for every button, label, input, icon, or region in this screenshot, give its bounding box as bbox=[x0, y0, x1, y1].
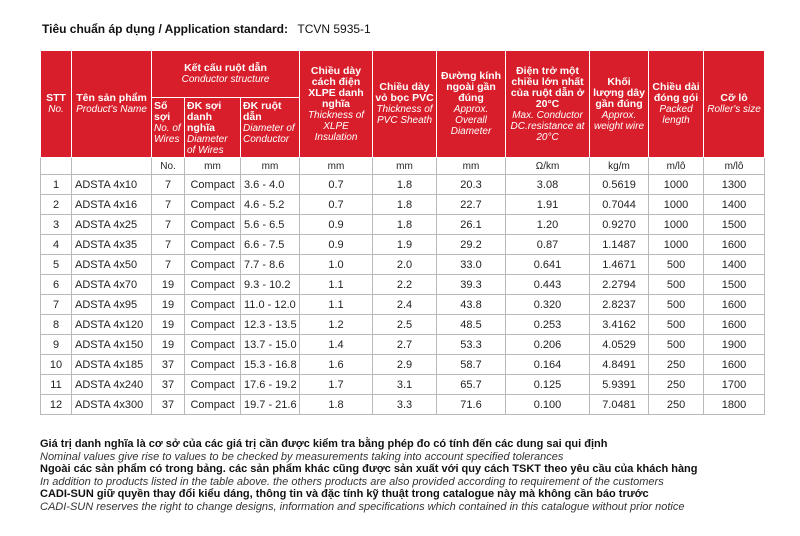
cell-conductor-diameter: 12.3 - 13.5 bbox=[241, 315, 300, 335]
cell-overall-diameter: 39.3 bbox=[437, 275, 506, 295]
unit-cell: No. bbox=[152, 158, 185, 175]
cell-overall-diameter: 26.1 bbox=[437, 215, 506, 235]
table-row bbox=[41, 275, 765, 295]
cell-xlpe: 1.6 bbox=[300, 355, 373, 375]
cell-wire-diameter: Compact bbox=[185, 215, 241, 235]
cell-pvc: 2.7 bbox=[373, 335, 437, 355]
cell-weight: 1.1487 bbox=[590, 235, 649, 255]
cell-pvc: 1.9 bbox=[373, 235, 437, 255]
header-conductor-diameter: ĐK ruột dẫn Diameter of Conductor bbox=[241, 98, 300, 158]
footnote-line: Giá trị danh nghĩa là cơ sở của các giá trị cần được kiểm tra bằng phép đo có tính đến các dung sai qui định bbox=[40, 438, 608, 450]
cell-xlpe: 1.1 bbox=[300, 295, 373, 315]
specification-table bbox=[40, 50, 765, 415]
cell-xlpe: 1.4 bbox=[300, 335, 373, 355]
cell-conductor-diameter: 15.3 - 16.8 bbox=[241, 355, 300, 375]
header-wire-diameter: ĐK sợi danh nghĩa Diameter of Wires bbox=[185, 98, 241, 158]
cell-conductor-diameter: 19.7 - 21.6 bbox=[241, 395, 300, 415]
cell-roller-size: 1600 bbox=[704, 235, 765, 255]
unit-cell: kg/m bbox=[590, 158, 649, 175]
cell-resistance: 0.641 bbox=[506, 255, 590, 275]
cell-roller-size: 1700 bbox=[704, 375, 765, 395]
cell-product-name: ADSTA 4x10 bbox=[72, 175, 152, 195]
cell-xlpe: 1.1 bbox=[300, 275, 373, 295]
cell-conductor-diameter: 4.6 - 5.2 bbox=[241, 195, 300, 215]
cell-stt: 3 bbox=[41, 215, 72, 235]
cell-conductor-diameter: 5.6 - 6.5 bbox=[241, 215, 300, 235]
cell-weight: 2.8237 bbox=[590, 295, 649, 315]
cell-xlpe: 0.7 bbox=[300, 175, 373, 195]
cell-wires: 7 bbox=[152, 215, 185, 235]
cell-wire-diameter: Compact bbox=[185, 315, 241, 335]
cell-weight: 7.0481 bbox=[590, 395, 649, 415]
cell-wire-diameter: Compact bbox=[185, 195, 241, 215]
unit-cell: m/lô bbox=[704, 158, 765, 175]
unit-cell: mm bbox=[373, 158, 437, 175]
cell-wires: 7 bbox=[152, 195, 185, 215]
cell-weight: 5.9391 bbox=[590, 375, 649, 395]
cell-pvc: 3.1 bbox=[373, 375, 437, 395]
cell-wire-diameter: Compact bbox=[185, 295, 241, 315]
cell-resistance: 3.08 bbox=[506, 175, 590, 195]
header-xlpe-thickness: Chiều dày cách điện XLPE danh nghĩa Thickness of XLPE Insulation bbox=[300, 51, 373, 158]
table-row bbox=[41, 235, 765, 255]
cell-weight: 3.4162 bbox=[590, 315, 649, 335]
cell-overall-diameter: 48.5 bbox=[437, 315, 506, 335]
header-conductor-structure: Kết cấu ruột dẫn Conductor structure bbox=[152, 51, 300, 98]
cell-resistance: 0.125 bbox=[506, 375, 590, 395]
cell-resistance: 1.91 bbox=[506, 195, 590, 215]
cell-packed-length: 1000 bbox=[649, 195, 704, 215]
cell-packed-length: 500 bbox=[649, 255, 704, 275]
header-number-of-wires: Số sợi No. of Wires bbox=[152, 98, 185, 158]
table-row bbox=[41, 255, 765, 275]
cell-packed-length: 250 bbox=[649, 355, 704, 375]
header-product-name: Tên sản phẩm Product's Name bbox=[72, 51, 152, 158]
cell-product-name: ADSTA 4x25 bbox=[72, 215, 152, 235]
unit-cell bbox=[72, 158, 152, 175]
cell-pvc: 2.4 bbox=[373, 295, 437, 315]
cell-product-name: ADSTA 4x16 bbox=[72, 195, 152, 215]
cell-stt: 5 bbox=[41, 255, 72, 275]
header-dc-resistance: Điện trở một chiều lớn nhất của ruột dẫn ở 20°C Max. Conductor DC.resistance at 20°C bbox=[506, 51, 590, 158]
cell-pvc: 2.5 bbox=[373, 315, 437, 335]
cell-wire-diameter: Compact bbox=[185, 395, 241, 415]
cell-weight: 0.7044 bbox=[590, 195, 649, 215]
cell-product-name: ADSTA 4x35 bbox=[72, 235, 152, 255]
cell-wire-diameter: Compact bbox=[185, 275, 241, 295]
cell-conductor-diameter: 11.0 - 12.0 bbox=[241, 295, 300, 315]
cell-pvc: 2.2 bbox=[373, 275, 437, 295]
cell-weight: 4.8491 bbox=[590, 355, 649, 375]
cell-packed-length: 1000 bbox=[649, 235, 704, 255]
cell-pvc: 2.0 bbox=[373, 255, 437, 275]
cell-wire-diameter: Compact bbox=[185, 175, 241, 195]
cell-wires: 19 bbox=[152, 315, 185, 335]
cell-resistance: 0.443 bbox=[506, 275, 590, 295]
cell-resistance: 0.253 bbox=[506, 315, 590, 335]
standard-label: Tiêu chuẩn áp dụng / Application standard: bbox=[42, 22, 289, 36]
cell-product-name: ADSTA 4x50 bbox=[72, 255, 152, 275]
table-row bbox=[41, 195, 765, 215]
cell-conductor-diameter: 13.7 - 15.0 bbox=[241, 335, 300, 355]
cell-overall-diameter: 71.6 bbox=[437, 395, 506, 415]
cell-product-name: ADSTA 4x95 bbox=[72, 295, 152, 315]
cell-weight: 4.0529 bbox=[590, 335, 649, 355]
unit-cell: mm bbox=[241, 158, 300, 175]
cell-roller-size: 1400 bbox=[704, 195, 765, 215]
unit-cell bbox=[41, 158, 72, 175]
application-standard bbox=[42, 22, 371, 36]
table-row bbox=[41, 315, 765, 335]
cell-conductor-diameter: 17.6 - 19.2 bbox=[241, 375, 300, 395]
cell-product-name: ADSTA 4x185 bbox=[72, 355, 152, 375]
cell-product-name: ADSTA 4x70 bbox=[72, 275, 152, 295]
table-row bbox=[41, 355, 765, 375]
cell-weight: 0.5619 bbox=[590, 175, 649, 195]
cell-wires: 19 bbox=[152, 275, 185, 295]
cell-wire-diameter: Compact bbox=[185, 235, 241, 255]
cell-stt: 9 bbox=[41, 335, 72, 355]
cell-stt: 1 bbox=[41, 175, 72, 195]
cell-overall-diameter: 58.7 bbox=[437, 355, 506, 375]
cell-roller-size: 1400 bbox=[704, 255, 765, 275]
cell-xlpe: 1.0 bbox=[300, 255, 373, 275]
header-pvc-thickness: Chiều dày vỏ bọc PVC Thickness of PVC Sheath bbox=[373, 51, 437, 158]
cell-stt: 10 bbox=[41, 355, 72, 375]
cell-wires: 19 bbox=[152, 295, 185, 315]
cell-roller-size: 1800 bbox=[704, 395, 765, 415]
header-stt: STT No. bbox=[41, 51, 72, 158]
cell-resistance: 0.206 bbox=[506, 335, 590, 355]
cell-wire-diameter: Compact bbox=[185, 335, 241, 355]
cell-resistance: 1.20 bbox=[506, 215, 590, 235]
cell-roller-size: 1300 bbox=[704, 175, 765, 195]
cell-overall-diameter: 22.7 bbox=[437, 195, 506, 215]
cell-roller-size: 1600 bbox=[704, 295, 765, 315]
footnote-line: Nominal values give rise to values to be checked by measurements taking into account specified tolerances bbox=[40, 450, 564, 463]
cell-wire-diameter: Compact bbox=[185, 375, 241, 395]
unit-cell: m/lô bbox=[649, 158, 704, 175]
cell-overall-diameter: 65.7 bbox=[437, 375, 506, 395]
cell-wires: 37 bbox=[152, 395, 185, 415]
cell-conductor-diameter: 3.6 - 4.0 bbox=[241, 175, 300, 195]
table-row bbox=[41, 175, 765, 195]
table-row bbox=[41, 335, 765, 355]
cell-stt: 7 bbox=[41, 295, 72, 315]
cell-wires: 7 bbox=[152, 255, 185, 275]
cell-conductor-diameter: 6.6 - 7.5 bbox=[241, 235, 300, 255]
cell-conductor-diameter: 7.7 - 8.6 bbox=[241, 255, 300, 275]
cell-xlpe: 1.7 bbox=[300, 375, 373, 395]
table-row bbox=[41, 215, 765, 235]
footnote-line: CADI-SUN giữ quyền thay đổi kiểu dáng, thông tin và đặc tính kỹ thuật trong catalogue này mà không cần báo trước bbox=[40, 488, 649, 501]
table-row bbox=[41, 295, 765, 315]
cell-pvc: 1.8 bbox=[373, 215, 437, 235]
unit-cell: mm bbox=[300, 158, 373, 175]
cell-weight: 0.9270 bbox=[590, 215, 649, 235]
cell-product-name: ADSTA 4x150 bbox=[72, 335, 152, 355]
cell-stt: 11 bbox=[41, 375, 72, 395]
footnote-line: Ngoài các sản phẩm có trong bảng. các sản phẩm khác cũng được sản xuất với quy cách TSKT theo yêu cầu của khách hàng bbox=[40, 463, 698, 476]
cell-xlpe: 0.9 bbox=[300, 215, 373, 235]
cell-overall-diameter: 53.3 bbox=[437, 335, 506, 355]
cell-stt: 12 bbox=[41, 395, 72, 415]
cell-packed-length: 500 bbox=[649, 335, 704, 355]
cell-product-name: ADSTA 4x120 bbox=[72, 315, 152, 335]
cell-stt: 8 bbox=[41, 315, 72, 335]
header-weight: Khối lượng dây gần đúng Approx. weight wire bbox=[590, 51, 649, 158]
cell-overall-diameter: 20.3 bbox=[437, 175, 506, 195]
footnotes bbox=[40, 438, 770, 514]
cell-roller-size: 1600 bbox=[704, 355, 765, 375]
cell-wires: 19 bbox=[152, 335, 185, 355]
cell-conductor-diameter: 9.3 - 10.2 bbox=[241, 275, 300, 295]
table-row bbox=[41, 395, 765, 415]
cell-roller-size: 1600 bbox=[704, 315, 765, 335]
cell-packed-length: 500 bbox=[649, 315, 704, 335]
cell-xlpe: 0.7 bbox=[300, 195, 373, 215]
cell-wire-diameter: Compact bbox=[185, 355, 241, 375]
table-body bbox=[41, 175, 765, 415]
cell-wire-diameter: Compact bbox=[185, 255, 241, 275]
cell-overall-diameter: 29.2 bbox=[437, 235, 506, 255]
cell-overall-diameter: 43.8 bbox=[437, 295, 506, 315]
cell-resistance: 0.320 bbox=[506, 295, 590, 315]
cell-overall-diameter: 33.0 bbox=[437, 255, 506, 275]
cell-packed-length: 500 bbox=[649, 295, 704, 315]
unit-cell: Ω/km bbox=[506, 158, 590, 175]
cell-packed-length: 1000 bbox=[649, 175, 704, 195]
cell-pvc: 1.8 bbox=[373, 175, 437, 195]
header-packed-length: Chiều dài đóng gói Packed length bbox=[649, 51, 704, 158]
cell-weight: 2.2794 bbox=[590, 275, 649, 295]
cell-product-name: ADSTA 4x240 bbox=[72, 375, 152, 395]
cell-roller-size: 1900 bbox=[704, 335, 765, 355]
cell-xlpe: 0.9 bbox=[300, 235, 373, 255]
cell-xlpe: 1.8 bbox=[300, 395, 373, 415]
cell-wires: 37 bbox=[152, 355, 185, 375]
cell-packed-length: 250 bbox=[649, 395, 704, 415]
cell-packed-length: 250 bbox=[649, 375, 704, 395]
header-overall-diameter: Đường kính ngoài gần đúng Approx. Overall Diameter bbox=[437, 51, 506, 158]
standard-value: TCVN 5935-1 bbox=[297, 22, 371, 36]
cell-packed-length: 500 bbox=[649, 275, 704, 295]
cell-stt: 6 bbox=[41, 275, 72, 295]
cell-resistance: 0.164 bbox=[506, 355, 590, 375]
cell-wires: 7 bbox=[152, 175, 185, 195]
cell-xlpe: 1.2 bbox=[300, 315, 373, 335]
cell-resistance: 0.87 bbox=[506, 235, 590, 255]
cell-pvc: 3.3 bbox=[373, 395, 437, 415]
cell-product-name: ADSTA 4x300 bbox=[72, 395, 152, 415]
cell-stt: 2 bbox=[41, 195, 72, 215]
cell-pvc: 2.9 bbox=[373, 355, 437, 375]
cell-roller-size: 1500 bbox=[704, 215, 765, 235]
cell-stt: 4 bbox=[41, 235, 72, 255]
cell-wires: 7 bbox=[152, 235, 185, 255]
unit-cell: mm bbox=[185, 158, 241, 175]
unit-cell: mm bbox=[437, 158, 506, 175]
cell-pvc: 1.8 bbox=[373, 195, 437, 215]
cell-packed-length: 1000 bbox=[649, 215, 704, 235]
cell-resistance: 0.100 bbox=[506, 395, 590, 415]
cell-weight: 1.4671 bbox=[590, 255, 649, 275]
footnote-line: In addition to products listed in the table above. the others products are also provided according to requirement of the customers bbox=[40, 475, 664, 488]
cell-wires: 37 bbox=[152, 375, 185, 395]
header-roller-size: Cỡ lô Roller's size bbox=[704, 51, 765, 158]
cell-roller-size: 1500 bbox=[704, 275, 765, 295]
footnote-line: CADI-SUN reserves the right to change designs, information and specifications which contained in this catalogue without prior notice bbox=[40, 500, 685, 513]
table-row bbox=[41, 375, 765, 395]
units-row bbox=[41, 158, 765, 175]
